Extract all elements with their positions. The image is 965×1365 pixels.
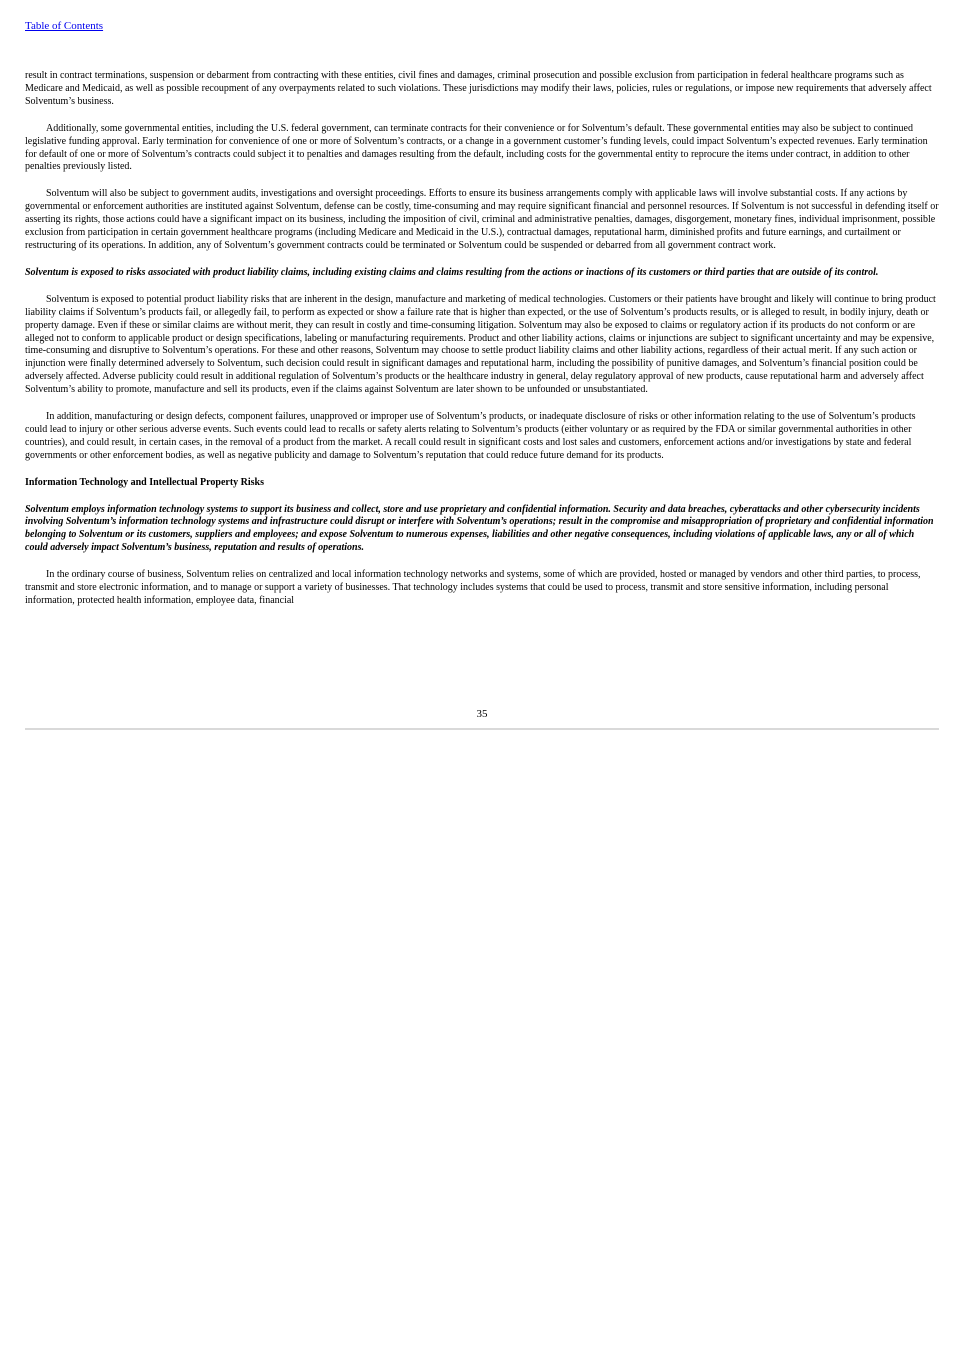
document-body — [25, 70, 939, 622]
paragraph-government-penalties: result in contract terminations, suspension or debarment from contracting with these entities, civil fines and damages, criminal prosecution and possible exclusion from participation in federal healthcare programs such as Medicare and Medicaid, as well as possible recoupment of any overpayments related to such violations. These jurisdictions may modify their laws, policies, rules or regulations, or impose new requirements that adversely affect Solventum’s business. — [25, 70, 932, 107]
risk-heading-cybersecurity: Solventum employs information technology systems to support its business and collect, store and use proprietary and confidential information. Security and data breaches, cyberattacks and other cybersecurity incidents involving Solventum’s information technology systems and infrastructure could disrupt or interfere with Solventum’s operations; result in the compromise and misappropriation of proprietary and confidential information belonging to Solventum or its customers, suppliers and employees; and expose Solventum to numerous expenses, liabilities and other negative consequences, including violations of applicable laws, any or all of which could adversely impact Solventum’s business, reputation and results of operations. — [25, 503, 934, 554]
paragraph-government-audits: Solventum will also be subject to government audits, investigations and oversight proceedings. Efforts to ensure its business arrangements comply with applicable laws will involve substantial costs. If any actions by governmental or enforcement authorities are instituted against Solventum, defense can be costly, time-consuming and may require significant financial and personnel resources. If Solventum is not successful in defending itself or asserting its rights, those actions could have a significant impact on its business, including the imposition of civil, criminal and administrative penalties, damages, disgorgement, monetary fines, individual imprisonment, possible exclusion from participation in certain government healthcare programs (including Medicare and Medicaid in the U.S.), contractual damages, reputational harm, diminished profits and future earnings, and curtailment or restructuring of its operations. In addition, any of Solventum’s government contracts could be terminated or Solventum could be suspended or debarred from all government contract work. — [25, 188, 939, 251]
page-number: 35 — [476, 708, 488, 720]
table-of-contents-link[interactable]: Table of Contents — [25, 20, 104, 32]
paragraph-manufacturing-defects: In addition, manufacturing or design defects, component failures, unapproved or improper use of Solventum’s products, or inadequate disclosure of risks or other information relating to the use of Solventum’s products could lead to injury or other serious adverse events. Such events could lead to recalls or safety alerts relating to Solventum’s products (either voluntary or as required by the FDA or similar governmental authorities in other countries), and could result, in certain cases, in the removal of a product from the market. A recall could result in significant costs and lost sales and customers, enforcement actions and/or investigations by state and federal governments or other enforcement bodies, as well as negative publicity and damage to Solventum’s reputation that could reduce future demand for its products. — [25, 411, 916, 461]
footer-divider — [25, 728, 939, 730]
paragraph-product-liability: Solventum is exposed to potential product liability risks that are inherent in the design, manufacture and marketing of medical technologies. Customers or their patients have brought and likely will continue to bring product liability claims if Solventum’s products fail, or allegedly fail, to perform as expected or show a failure rate that is higher than expected, or the use of Solventum’s products results, or is alleged to result, in bodily injury, death or property damage. Even if these or similar claims are without merit, they can result in costly and time-consuming litigation. Solventum may also be exposed to claims or regulatory action if its products do not conform or are alleged not to conform to applicable product or design specifications, labeling or manufacturing requirements. Product and other liability actions, claims or injunctions are subject to significant uncertainty and may be expensive, time-consuming and disruptive to Solventum’s operations. For these and other reasons, Solventum may choose to settle product liability claims and other liability actions, regardless of their actual merit. If any such action or injunction were finally determined adversely to Solventum, such decision could result in significant damages and reputational harm, including the possibility of punitive damages, and Solventum’s financial position could be adversely affected. Adverse publicity could result in additional regulation of Solventum’s products or the healthcare industry in general, delay regulatory approval of new products, cause reputational harm and adversely affect Solventum’s ability to promote, manufacture and sell its products, even if the claims against Solventum are later shown to be unfounded or unsubstantiated. — [25, 293, 936, 396]
paragraph-contract-termination: Additionally, some governmental entities, including the U.S. federal government, can terminate contracts for their convenience or for Solventum’s default. These governmental entities may also be subject to continued legislative funding approval. Early termination for convenience of one or more of Solventum’s contracts, or a change in a government customer’s funding levels, could impact Solventum’s expected revenues. Early termination for default of one or more of Solventum’s contracts could subject it to penalties and damages resulting from the default, including costs for the governmental entity to reprocure the items under contract, in addition to other penalties previously listed. — [25, 122, 928, 173]
paragraph-it-systems: In the ordinary course of business, Solventum relies on centralized and local information technology networks and systems, some of which are provided, hosted or managed by vendors and other third parties, to process, transmit and store electronic information, and to manage or support a variety of businesses. That technology includes systems that could be used to process, transmit and store sensitive information, including personal information, protected health information, employee data, financial — [25, 569, 921, 606]
section-heading-it-ip-risks: Information Technology and Intellectual Property Risks — [25, 476, 264, 488]
risk-heading-product-liability: Solventum is exposed to risks associated with product liability claims, including existing claims and claims resulting from the actions or inactions of its customers or third parties that are outside of its control. — [25, 266, 879, 278]
